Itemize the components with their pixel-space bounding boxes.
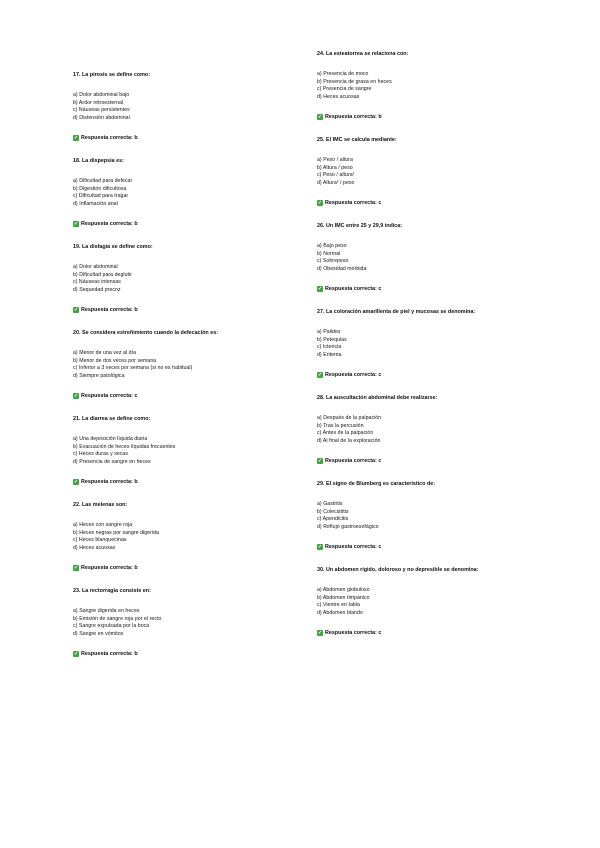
checkmark-icon: ✓ (73, 307, 79, 314)
option-a: a) Dolor abdominal (73, 264, 118, 270)
option-c: c) Ictericia (317, 344, 342, 351)
option-d: d) Eritema (317, 352, 342, 359)
answer-text: Respuesta correcta: c (325, 285, 382, 292)
checkmark-icon: ✓ (73, 221, 79, 228)
question-title: 24. La esteatorrea se relaciona con: (317, 51, 409, 57)
options-list (317, 415, 567, 446)
option-d: d) Sequedad precoz (73, 287, 121, 294)
question-24 (317, 51, 567, 121)
correct-answer (73, 565, 323, 572)
options-list (73, 264, 323, 295)
option-a: a) Dolor abdominal bajo (73, 92, 130, 98)
question-21 (73, 416, 323, 486)
checkmark-icon: ✓ (317, 114, 323, 121)
correct-answer (73, 221, 323, 228)
checkmark-icon: ✓ (317, 200, 323, 207)
option-d: d) Abdomen blando (317, 610, 363, 617)
checkmark-icon: ✓ (73, 565, 79, 572)
question-29 (317, 481, 567, 551)
correct-answer (317, 544, 567, 551)
question-22 (73, 502, 323, 572)
question-title: 17. La pirosis se define como: (73, 72, 150, 78)
option-a: a) Bajo peso (317, 243, 347, 249)
correct-answer (317, 114, 567, 121)
correct-answer (73, 393, 323, 400)
option-b: b) Presencia de grasa en heces (317, 78, 392, 85)
question-27 (317, 309, 567, 379)
option-a: a) Abdomen globuloso (317, 587, 370, 593)
option-b: b) Normal (317, 250, 341, 257)
option-a: a) Palidez (317, 329, 341, 335)
answer-text: Respuesta correcta: c (325, 457, 382, 464)
checkmark-icon: ✓ (317, 544, 323, 551)
option-c: c) Sobrepeso (317, 258, 349, 265)
answer-text: Respuesta correcta: b (81, 306, 138, 313)
options-list (317, 329, 567, 360)
question-30 (317, 567, 567, 637)
option-a: a) Presencia de moco (317, 71, 369, 77)
option-d: d) Obesidad mórbida (317, 266, 367, 273)
option-d: d) Distensión abdominal (73, 115, 130, 122)
option-c: c) Peso / altura² (317, 172, 355, 179)
option-b: b) Emisión de sangre roja por el recto (73, 615, 162, 622)
option-b: b) Digestión dificultosa (73, 185, 127, 192)
checkmark-icon: ✓ (317, 286, 323, 293)
question-title: 30. Un abdomen rígido, doloroso y no depresible se denomina: (317, 567, 479, 573)
option-b: b) Menor de dos veces por semana (73, 357, 157, 364)
option-c: c) Antes de la palpación (317, 430, 374, 437)
option-c: c) Dificultad para tragar (73, 193, 129, 200)
option-a: a) Heces con sangre roja (73, 522, 133, 528)
options-list (73, 608, 323, 639)
question-title: 26. Un IMC entre 25 y 29,9 indica: (317, 223, 403, 229)
options-list (317, 587, 567, 618)
answer-text: Respuesta correcta: b (81, 564, 138, 571)
question-18 (73, 158, 323, 228)
option-b: b) Tras la percusión (317, 422, 364, 429)
option-d: d) Presencia de sangre en heces (73, 459, 151, 466)
option-a: a) Peso / altura (317, 157, 353, 163)
answer-text: Respuesta correcta: c (325, 629, 382, 636)
question-title: 22. Las melenas son: (73, 502, 128, 508)
option-a: a) Sangre digerida en heces (73, 608, 140, 614)
option-d: d) Al final de la exploración (317, 438, 381, 445)
correct-answer (73, 135, 323, 142)
option-a: a) Menor de una vez al día (73, 350, 137, 356)
options-list (73, 92, 323, 123)
correct-answer (73, 651, 323, 658)
options-list (73, 522, 323, 553)
option-b: b) Ardor retroesternal (73, 99, 124, 106)
answer-text: Respuesta correcta: c (325, 371, 382, 378)
option-c: c) Apendicitis (317, 516, 349, 523)
option-d: d) Inflamación anal (73, 201, 118, 208)
option-d: d) Heces acuosas (317, 94, 360, 101)
option-d: d) Reflujo gastroesofágico (317, 524, 379, 531)
option-a: a) Gastritis (317, 501, 343, 507)
question-19 (73, 244, 323, 314)
correct-answer (317, 630, 567, 637)
option-c: c) Vientre en tabla (317, 602, 360, 609)
option-c: c) Heces blanquecinas (73, 537, 127, 544)
question-20 (73, 330, 323, 400)
question-17 (73, 72, 323, 142)
question-title: 25. El IMC se calcula mediante: (317, 137, 397, 143)
option-d: d) Altura² / peso (317, 180, 355, 187)
checkmark-icon: ✓ (73, 393, 79, 400)
options-list (317, 243, 567, 274)
question-23 (73, 588, 323, 658)
options-list (317, 501, 567, 532)
question-28 (317, 395, 567, 465)
question-title: 18. La dispepsia es: (73, 158, 124, 164)
question-title: 20. Se considera estreñimiento cuando la defecación es: (73, 330, 218, 336)
option-b: b) Abdomen timpánico (317, 594, 370, 601)
question-26 (317, 223, 567, 293)
option-a: a) Después de la palpación (317, 415, 382, 421)
correct-answer (317, 458, 567, 465)
options-list (73, 178, 323, 209)
option-c: c) Inferior a 3 veces por semana (si no es habitual) (73, 365, 193, 372)
correct-answer (73, 479, 323, 486)
option-b: b) Colecistitis (317, 508, 349, 515)
checkmark-icon: ✓ (73, 651, 79, 658)
checkmark-icon: ✓ (73, 479, 79, 486)
option-c: c) Náuseas persistentes (73, 107, 130, 114)
answer-text: Respuesta correcta: b (81, 134, 138, 141)
question-title: 21. La diarrea se define como: (73, 416, 151, 422)
question-title: 27. La coloración amarillenta de piel y mucosas se denomina: (317, 309, 476, 315)
option-b: b) Dificultad para deglutir (73, 271, 133, 278)
correct-answer (317, 372, 567, 379)
option-a: a) Dificultad para defecar (73, 178, 133, 184)
option-d: d) Siempre patológica (73, 373, 125, 380)
question-25 (317, 137, 567, 207)
correct-answer (317, 286, 567, 293)
answer-text: Respuesta correcta: b (325, 113, 382, 120)
question-title: 28. La auscultación abdominal debe realizarse: (317, 395, 438, 401)
option-b: b) Heces negras por sangre digerida (73, 529, 159, 536)
option-b: b) Evacuación de heces líquidas frecuentes (73, 443, 176, 450)
option-c: c) Heces duras y secas (73, 451, 129, 458)
option-c: c) Presencia de sangre (317, 86, 372, 93)
correct-answer (73, 307, 323, 314)
answer-text: Respuesta correcta: b (81, 220, 138, 227)
options-list (317, 157, 567, 188)
answer-text: Respuesta correcta: c (325, 543, 382, 550)
checkmark-icon: ✓ (73, 135, 79, 142)
question-title: 29. El signo de Blumberg es característico de: (317, 481, 436, 487)
answer-text: Respuesta correcta: b (81, 650, 138, 657)
option-d: d) Heces acuosas (73, 545, 116, 552)
option-a: a) Una deposición líquida diaria (73, 436, 148, 442)
answer-text: Respuesta correcta: b (81, 478, 138, 485)
option-b: b) Altura / peso (317, 164, 353, 171)
option-c: c) Sangre expulsada por la boca (73, 623, 150, 630)
correct-answer (317, 200, 567, 207)
answer-text: Respuesta correcta: c (325, 199, 382, 206)
options-list (317, 71, 567, 102)
checkmark-icon: ✓ (317, 372, 323, 379)
answer-text: Respuesta correcta: c (81, 392, 138, 399)
question-title: 19. La disfagia se define como: (73, 244, 153, 250)
options-list (73, 436, 323, 467)
checkmark-icon: ✓ (317, 458, 323, 465)
checkmark-icon: ✓ (317, 630, 323, 637)
question-title: 23. La rectorragia consiste en: (73, 588, 151, 594)
option-d: d) Sangre en vómitos (73, 631, 124, 638)
option-c: c) Náuseas intensas (73, 279, 121, 286)
options-list (73, 350, 323, 381)
option-b: b) Petequias (317, 336, 347, 343)
